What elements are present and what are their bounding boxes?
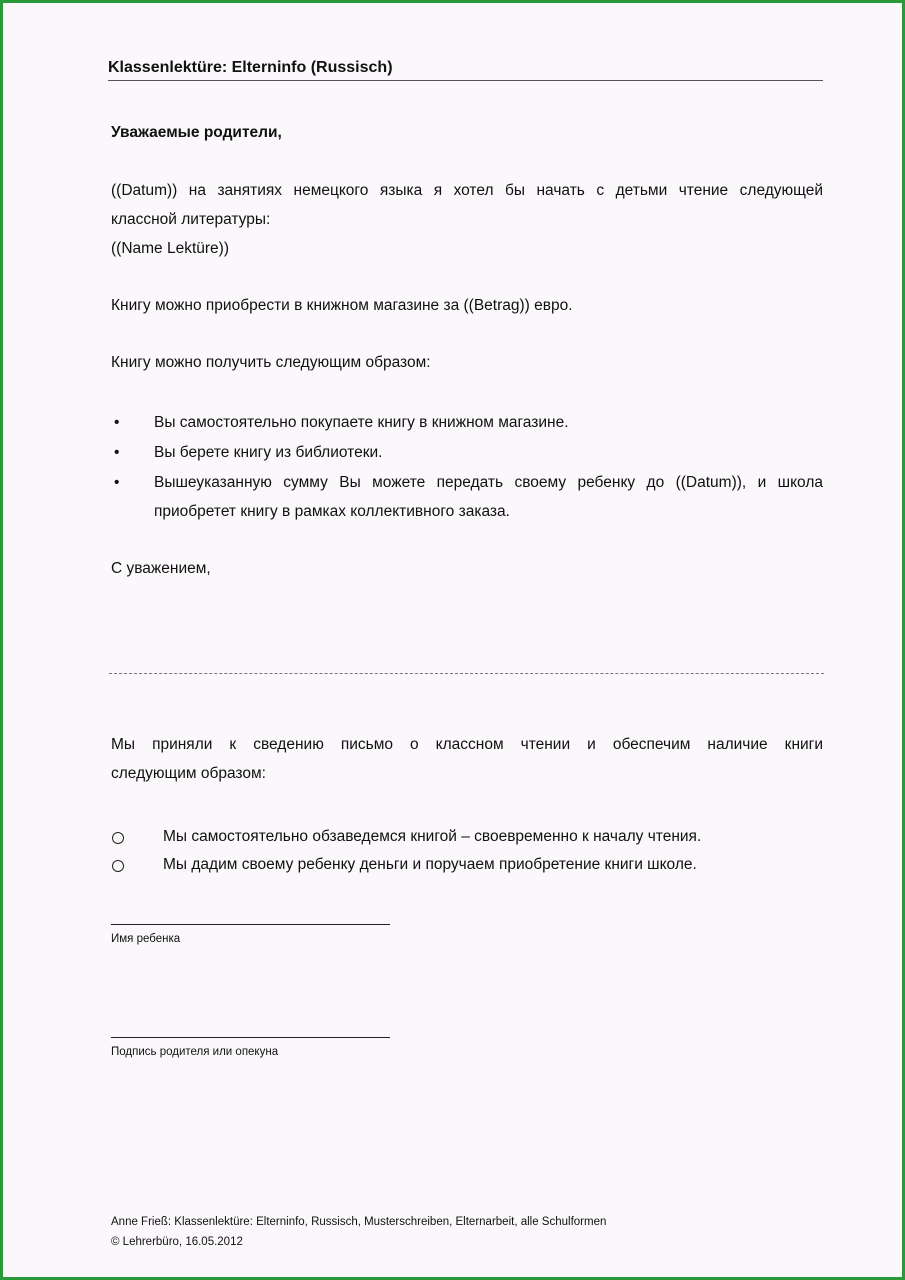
option-2-radio[interactable]: [112, 860, 124, 872]
bullet-3-line-2: приобретет книгу в рамках коллективного заказа.: [154, 503, 510, 520]
page-header-title: Klassenlektüre: Elterninfo (Russisch): [108, 59, 823, 81]
footer-line-2: © Lehrerbüro, 16.05.2012: [111, 1236, 243, 1248]
ways-intro-paragraph: Книгу можно получить следующим образом:: [111, 354, 431, 371]
bullet-marker: •: [114, 474, 120, 491]
bullet-marker: •: [114, 414, 120, 431]
option-1-radio[interactable]: [112, 832, 124, 844]
signature-line[interactable]: [111, 1037, 390, 1038]
footer: [111, 1212, 606, 1252]
letter-greeting: Уважаемые родители,: [111, 124, 282, 141]
intro-line-3: ((Name Lektüre)): [111, 240, 229, 257]
intro-line-1: ((Datum)) на занятиях немецкого языка я хотел бы начать с детьми чтение следующей: [111, 182, 823, 199]
bullet-3-line-1: Вышеуказанную сумму Вы можете передать своему ребенку до ((Datum)), и школа: [154, 474, 823, 491]
letter-intro-paragraph: [111, 176, 823, 263]
cut-line-divider: [109, 673, 824, 674]
reply-intro-line-1: Мы приняли к сведению письмо о классном чтении и обеспечим наличие книги: [111, 736, 823, 753]
child-name-label: Имя ребенка: [111, 933, 181, 945]
child-name-line[interactable]: [111, 924, 390, 925]
bullet-marker: •: [114, 444, 120, 461]
reply-intro-line-2: следующим образом:: [111, 765, 266, 782]
bullet-item-2: Вы берете книгу из библиотеки.: [154, 444, 383, 461]
intro-line-2: классной литературы:: [111, 211, 271, 228]
bullet-item-3: [154, 468, 823, 526]
footer-line-1: Anne Frieß: Klassenlektüre: Elterninfo, Russisch, Musterschreiben, Elternarbeit, alle Schulformen: [111, 1216, 607, 1228]
price-paragraph: Книгу можно приобрести в книжном магазине за ((Betrag)) евро.: [111, 297, 573, 314]
bullet-item-1: Вы самостоятельно покупаете книгу в книжном магазине.: [154, 414, 569, 431]
reply-intro-paragraph: [111, 730, 823, 788]
option-1-label: Мы самостоятельно обзаведемся книгой – своевременно к началу чтения.: [163, 828, 702, 845]
option-2-label: Мы дадим своему ребенку деньги и поручаем приобретение книги школе.: [163, 856, 697, 873]
letter-closing: С уважением,: [111, 560, 211, 577]
signature-label: Подпись родителя или опекуна: [111, 1046, 279, 1058]
